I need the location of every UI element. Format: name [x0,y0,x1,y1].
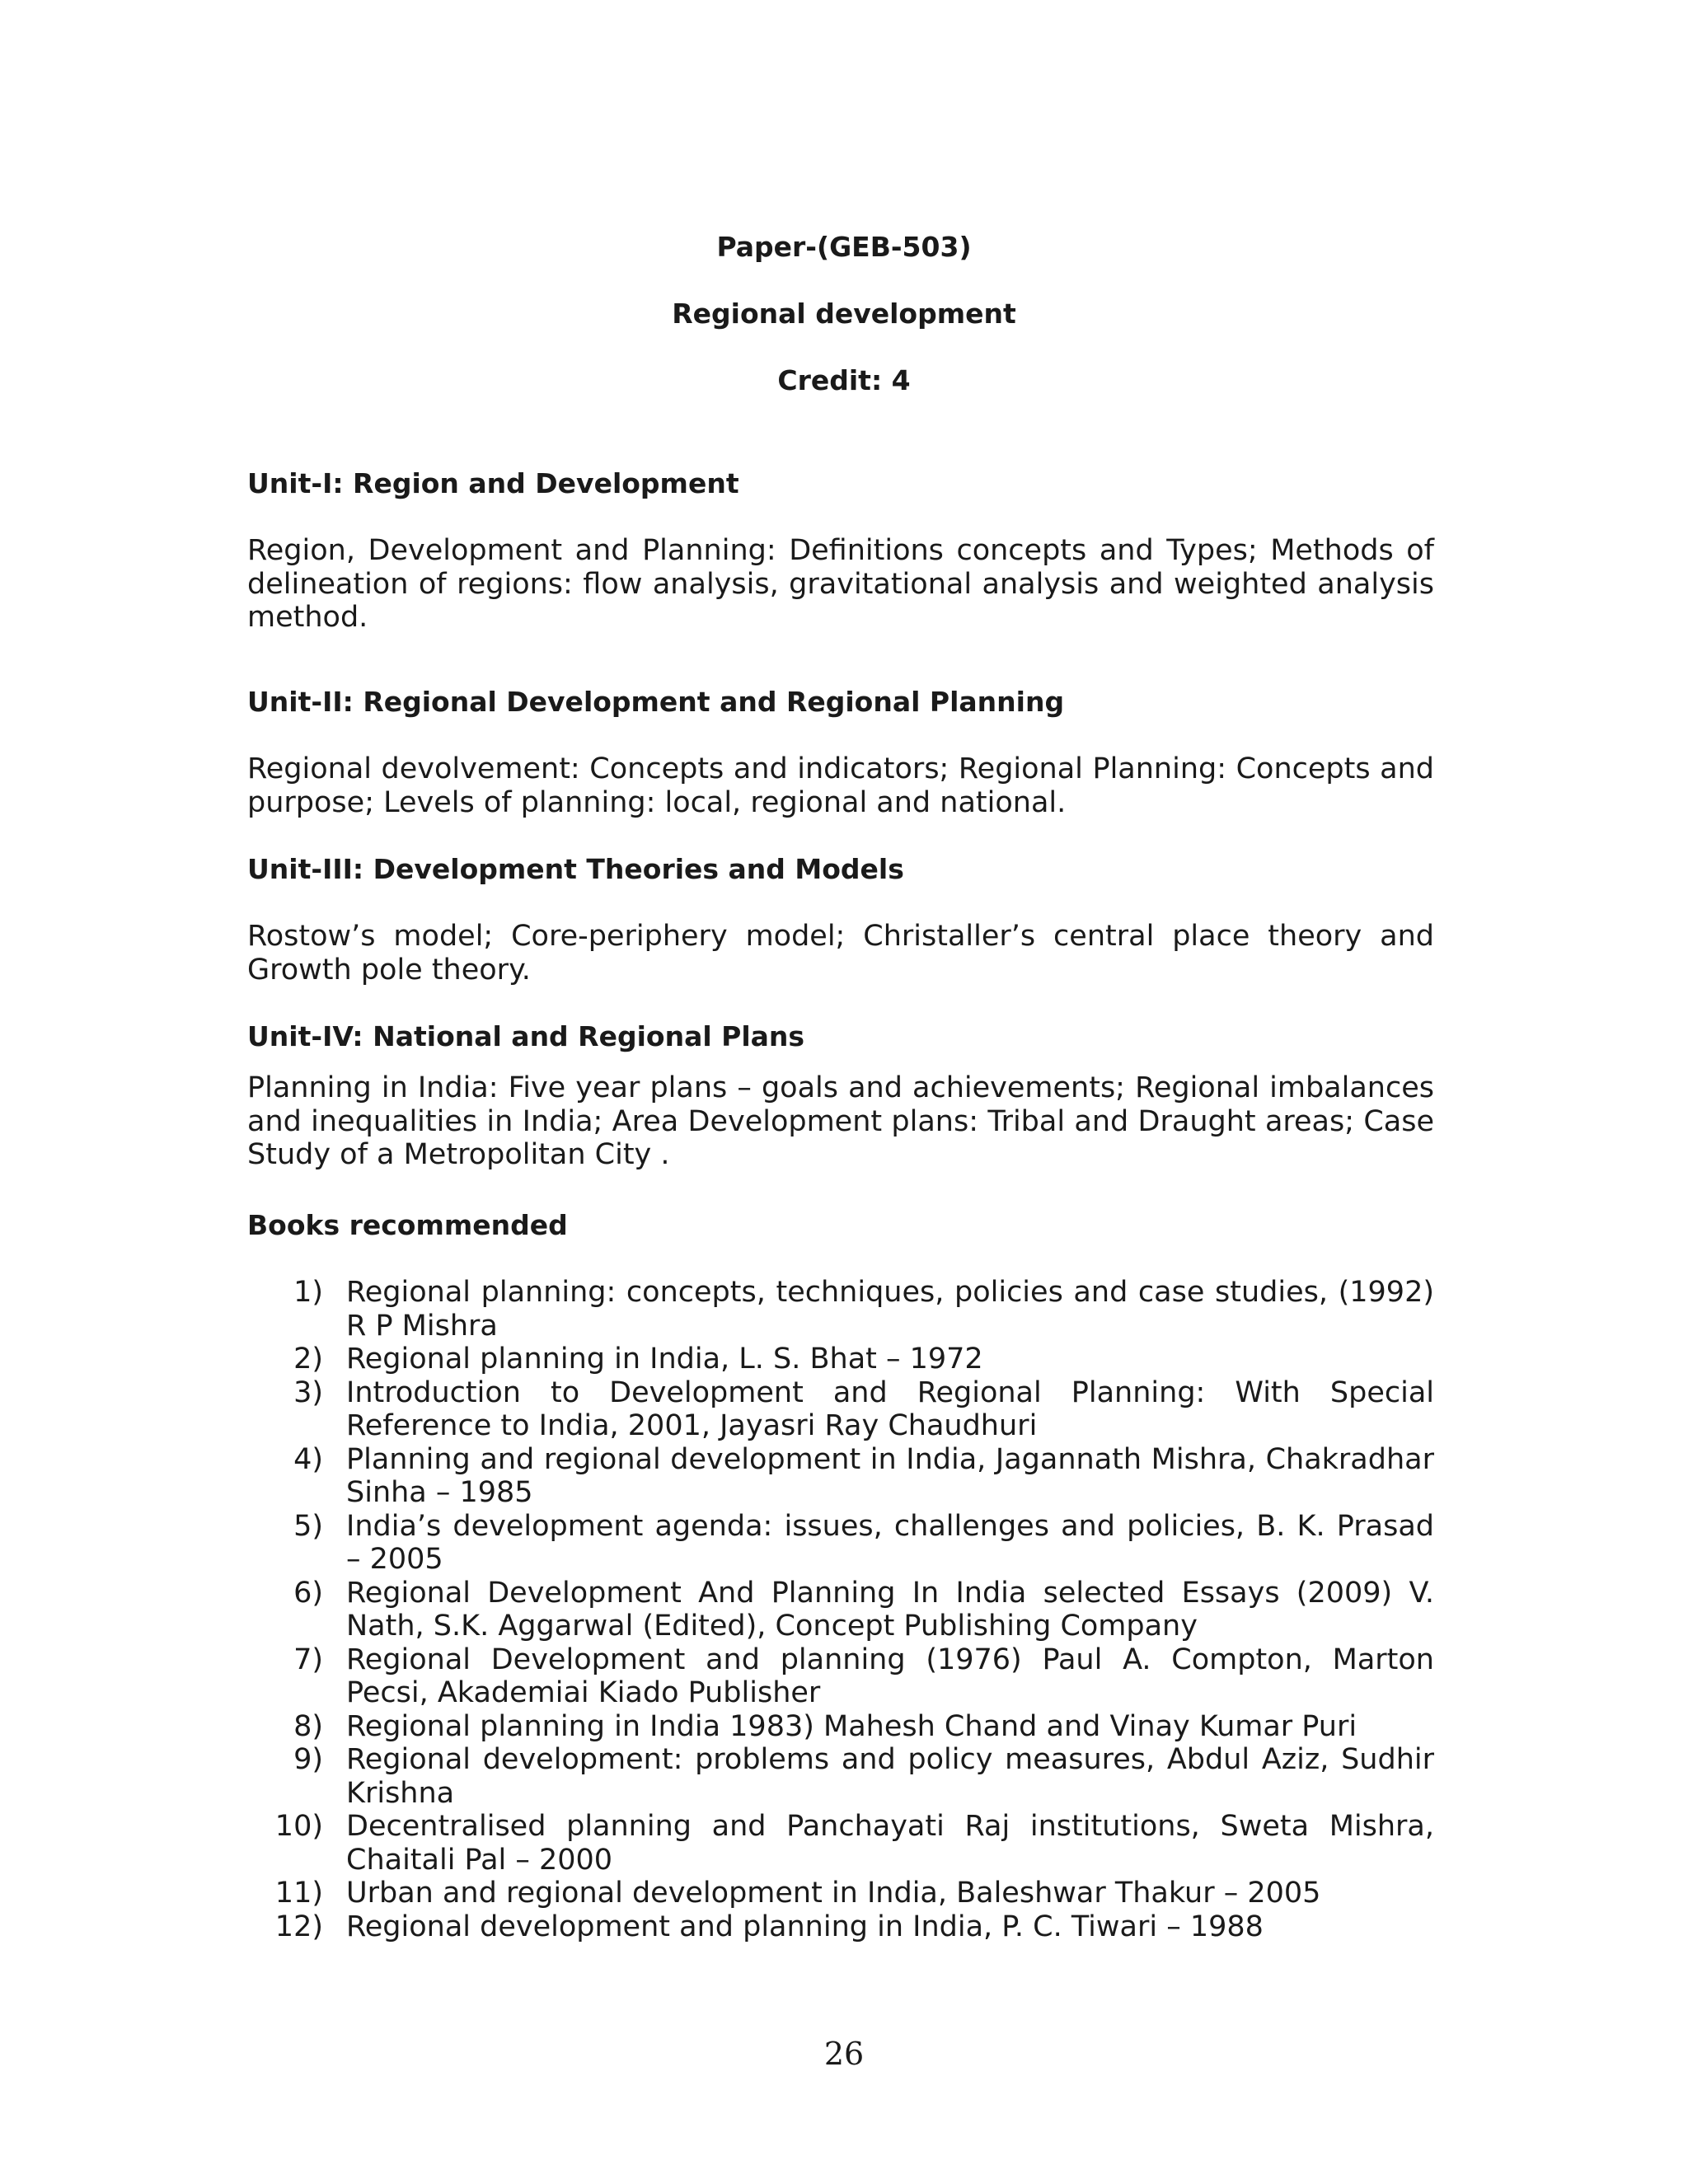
unit-4-body: Planning in India: Five year plans – goals and achievements; Regional imbalances and inequalities in India; Area Development plans: Tribal and Draught areas; Case Study of a Metropolitan City . [247,1071,1434,1171]
book-number: 6) [293,1576,323,1610]
book-number: 4) [293,1442,323,1476]
book-item [272,1743,1434,1810]
book-number: 11) [274,1877,323,1910]
book-text: Regional planning: concepts, techniques, policies and case studies, (1992) R P Mishra [346,1276,1434,1343]
books-list [272,1276,1434,1943]
book-number: 10) [274,1810,323,1843]
book-number: 7) [293,1643,323,1676]
book-text: Regional planning in India, L. S. Bhat – 1972 [346,1343,983,1376]
page-number: 26 [823,2036,865,2072]
book-text: Urban and regional development in India, Baleshwar Thakur – 2005 [346,1877,1321,1910]
unit-2-body: Regional devolvement: Concepts and indicators; Regional Planning: Concepts and purpose; Levels of planning: local, regional and national. [247,752,1434,819]
credit-line: Credit: 4 [777,364,911,396]
book-text: Decentralised planning and Panchayati Raj institutions, Sweta Mishra, Chaitali Pal – 2000 [346,1810,1434,1877]
book-number: 3) [293,1376,323,1409]
book-item [272,1276,1434,1343]
books-heading: Books recommended [247,1209,568,1241]
book-text: India’s development agenda: issues, challenges and policies, B. K. Prasad – 2005 [346,1509,1434,1576]
book-item [272,1910,1434,1944]
book-number: 2) [293,1343,323,1376]
book-text: Regional Development and planning (1976) Paul A. Compton, Marton Pecsi, Akademiai Kiado Publisher [346,1643,1434,1709]
book-number: 9) [293,1743,323,1776]
course-title: Regional development [672,298,1016,330]
book-number: 8) [293,1709,323,1743]
book-text: Regional development: problems and policy measures, Abdul Aziz, Sudhir Krishna [346,1743,1434,1810]
book-item [272,1877,1434,1910]
book-item [272,1443,1434,1510]
book-item [272,1710,1434,1744]
paper-code: Paper-(GEB-503) [716,231,972,263]
book-text: Regional planning in India 1983) Mahesh Chand and Vinay Kumar Puri [346,1709,1357,1743]
book-number: 1) [293,1276,323,1309]
unit-2-heading: Unit-II: Regional Development and Regional Planning [247,686,1065,718]
book-item [272,1643,1434,1710]
unit-3-heading: Unit-III: Development Theories and Models [247,853,904,885]
book-number: 5) [293,1509,323,1543]
book-item [272,1510,1434,1577]
unit-3-body: Rostow’s model; Core-periphery model; Christaller’s central place theory and Growth pole theory. [247,920,1434,987]
book-item [272,1577,1434,1643]
book-item [272,1376,1434,1443]
book-number: 12) [274,1910,323,1943]
unit-1-body: Region, Development and Planning: Definitions concepts and Types; Methods of delineation of regions: flow analysis, gravitational analysis and weighted analysis method. [247,534,1434,634]
book-item [272,1810,1434,1877]
book-item [272,1343,1434,1376]
book-text: Introduction to Development and Regional Planning: With Special Reference to India, 2001, Jayasri Ray Chaudhuri [346,1376,1434,1442]
unit-1-heading: Unit-I: Region and Development [247,467,739,499]
book-text: Planning and regional development in India, Jagannath Mishra, Chakradhar Sinha – 1985 [346,1442,1434,1509]
book-text: Regional development and planning in India, P. C. Tiwari – 1988 [346,1910,1264,1943]
book-text: Regional Development And Planning In India selected Essays (2009) V. Nath, S.K. Aggarwal (Edited), Concept Publishing Company [346,1576,1434,1643]
unit-4-heading: Unit-IV: National and Regional Plans [247,1020,805,1052]
